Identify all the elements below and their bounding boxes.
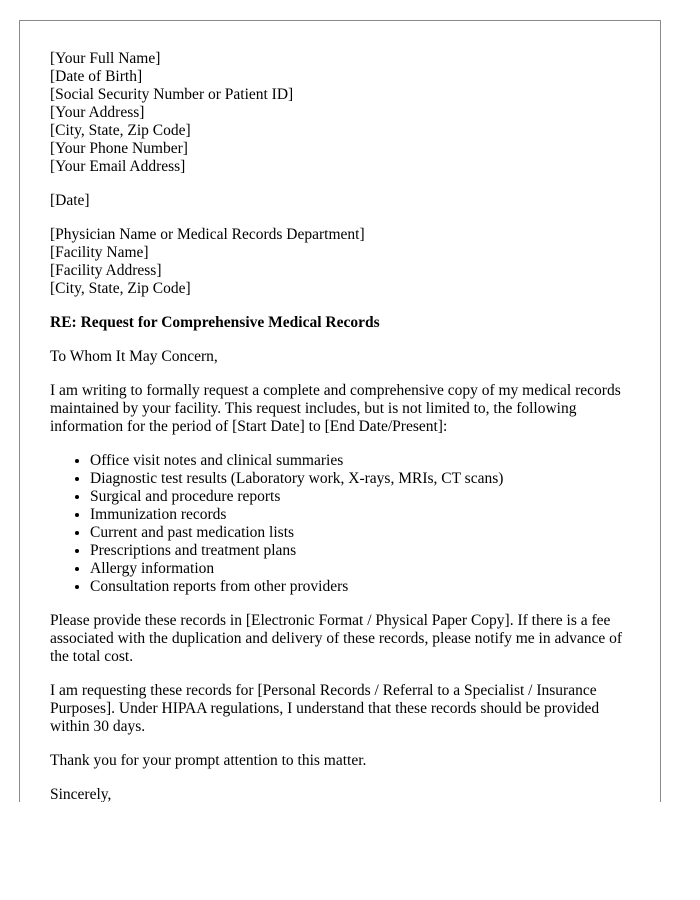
letter-content <box>50 50 635 802</box>
sender-dob: [Date of Birth] <box>50 68 143 85</box>
sender-phone: [Your Phone Number] <box>50 140 188 157</box>
sender-block <box>50 50 635 176</box>
recipient-address: [Facility Address] <box>50 262 162 279</box>
list-item: • Diagnostic test results (Laboratory work, X-rays, MRIs, CT scans) <box>90 470 635 488</box>
letter-date: [Date] <box>50 192 90 209</box>
list-item: • Prescriptions and treatment plans <box>90 542 635 560</box>
sender-city: [City, State, Zip Code] <box>50 122 191 139</box>
list-item: • Surgical and procedure reports <box>90 488 635 506</box>
list-item: • Allergy information <box>90 560 635 578</box>
format-paragraph: Please provide these records in [Electronic Format / Physical Paper Copy]. If there is a fee associated with the duplication and delivery of these records, please notify me in advance of the total cost. <box>50 612 623 665</box>
recipient-name: [Physician Name or Medical Records Department] <box>50 226 365 243</box>
closing: Sincerely, <box>50 786 112 802</box>
thanks-paragraph: Thank you for your prompt attention to this matter. <box>50 752 367 769</box>
records-list <box>50 452 635 596</box>
recipient-city: [City, State, Zip Code] <box>50 280 191 297</box>
purpose-paragraph: I am requesting these records for [Personal Records / Referral to a Specialist / Insurance Purposes]. Under HIPAA regulations, I understand that these records should be provided within 30 days. <box>50 682 600 735</box>
subject-line: RE: Request for Comprehensive Medical Records <box>50 314 380 331</box>
list-item: • Current and past medication lists <box>90 524 635 542</box>
list-item: • Consultation reports from other providers <box>90 578 635 596</box>
sender-id: [Social Security Number or Patient ID] <box>50 86 294 103</box>
recipient-facility: [Facility Name] <box>50 244 149 261</box>
letter-page <box>19 20 661 802</box>
list-item: • Office visit notes and clinical summaries <box>90 452 635 470</box>
sender-email: [Your Email Address] <box>50 158 186 175</box>
salutation: To Whom It May Concern, <box>50 348 218 365</box>
intro-paragraph: I am writing to formally request a complete and comprehensive copy of my medical records maintained by your facility. This request includes, but is not limited to, the following information for the period of [Start Date] to [End Date/Present]: <box>50 382 621 435</box>
sender-address: [Your Address] <box>50 104 145 121</box>
list-item: • Immunization records <box>90 506 635 524</box>
sender-name: [Your Full Name] <box>50 50 161 67</box>
date-block <box>50 192 635 210</box>
recipient-block <box>50 226 635 298</box>
